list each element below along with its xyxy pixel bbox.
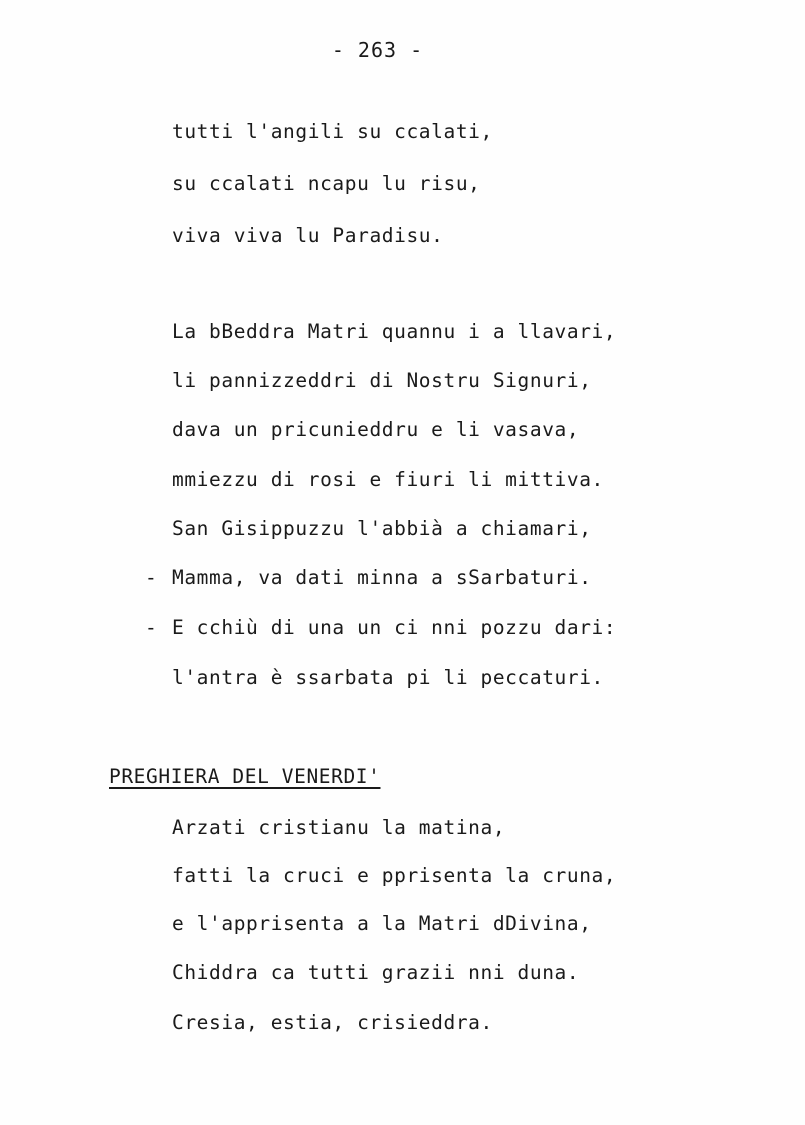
verse-line: tutti l'angili su ccalati, [172, 120, 493, 143]
verse-line: La bBeddra Matri quannu i a llavari, [172, 320, 617, 343]
prayer-line: e l'apprisenta a la Matri dDivina, [172, 912, 592, 935]
prayer-line: fatti la cruci e pprisenta la cruna, [172, 864, 617, 887]
verse-line: viva viva lu Paradisu. [172, 224, 444, 247]
prayer-line: Chiddra ca tutti grazii nni duna. [172, 961, 580, 984]
prayer-line: Arzati cristianu la matina, [172, 816, 506, 839]
verse-line: mmiezzu di rosi e fiuri li mittiva. [172, 468, 604, 491]
page-number: - 263 - [331, 38, 424, 62]
dialogue-dash: - [145, 566, 158, 589]
verse-line: su ccalati ncapu lu risu, [172, 172, 481, 195]
verse-line: San Gisippuzzu l'abbià a chiamari, [172, 517, 592, 540]
dialogue-line: E cchiù di una un ci nni pozzu dari: [172, 616, 617, 639]
dialogue-line: Mamma, va dati minna a sSarbaturi. [172, 566, 592, 589]
dialogue-dash: - [145, 616, 158, 639]
prayer-line: Cresia, estia, crisieddra. [172, 1011, 493, 1034]
verse-line: l'antra è ssarbata pi li peccaturi. [172, 666, 604, 689]
verse-line: li pannizzeddri di Nostru Signuri, [172, 369, 592, 392]
section-heading: PREGHIERA DEL VENERDI' [109, 765, 381, 788]
verse-line: dava un pricunieddru e li vasava, [172, 418, 580, 441]
